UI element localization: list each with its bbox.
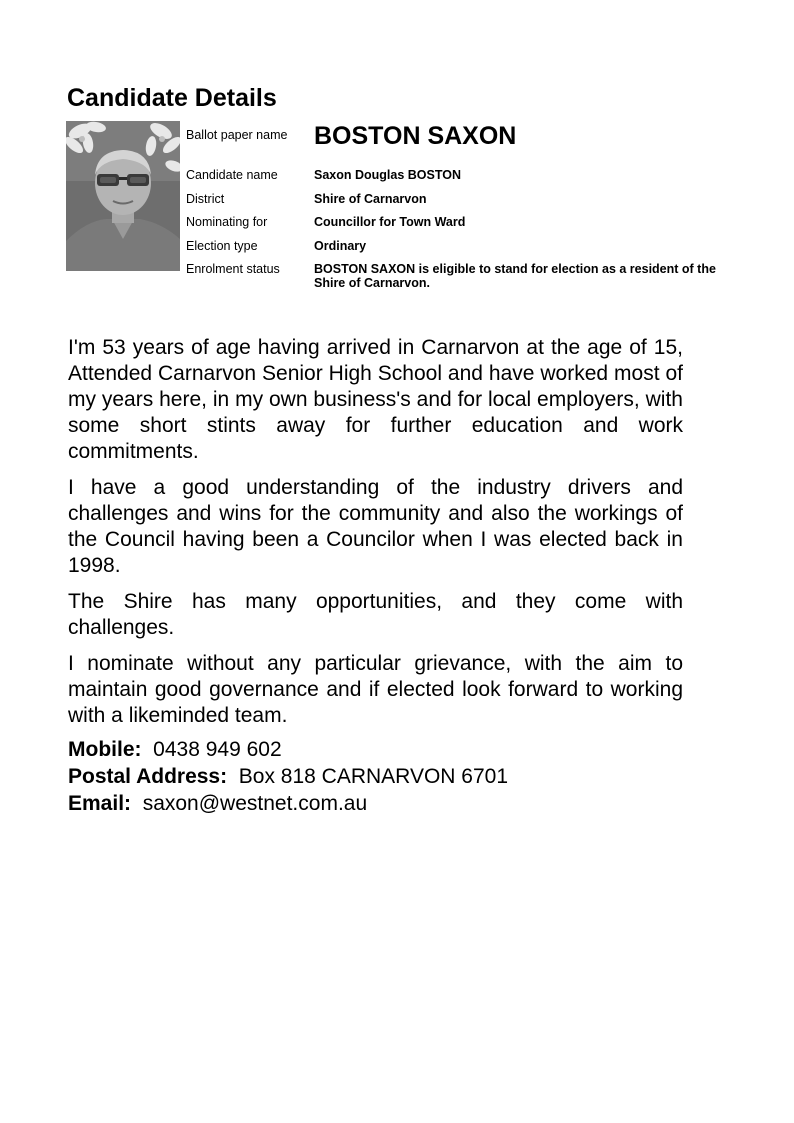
statement-paragraph: I have a good understanding of the industry drivers and challenges and wins for the community and also the workings of the Council having been a Councilor when I was elected back in 1998. — [68, 476, 683, 577]
enrolment-status-value: BOSTON SAXON is eligible to stand for election as a resident of the Shire of Carnarvon. — [314, 262, 716, 290]
mobile-line — [68, 736, 508, 763]
mobile-label: Mobile: — [68, 738, 142, 761]
statement-paragraph: I'm 53 years of age having arrived in Carnarvon at the age of 15, Attended Carnarvon Senior High School and have worked most of my years here, in my own business's and for local employers, with some short stints away for further education and work commitments. — [68, 336, 683, 463]
candidate-statement — [68, 335, 683, 739]
postal-address-label: Postal Address: — [68, 765, 228, 788]
postal-address-value: Box 818 CARNARVON 6701 — [238, 765, 509, 788]
candidate-name-label: Candidate name — [186, 168, 278, 182]
district-value: Shire of Carnarvon — [314, 191, 427, 206]
ballot-paper-name-row — [186, 121, 716, 166]
district-row — [186, 190, 716, 214]
nominating-for-value: Councillor for Town Ward — [314, 215, 466, 229]
election-type-row — [186, 237, 716, 261]
email-line — [68, 790, 508, 817]
election-type-value: Ordinary — [314, 238, 367, 253]
statement-paragraph: The Shire has many opportunities, and they come with challenges. — [68, 590, 683, 639]
candidate-details-table — [186, 121, 716, 290]
enrolment-status-row — [186, 260, 716, 290]
statement-paragraph: I nominate without any particular grievance, with the aim to maintain good governance and if elected look forward to working with a likeminded team. — [68, 652, 683, 727]
email-value: saxon@westnet.com.au — [142, 792, 368, 815]
nominating-for-row — [186, 213, 716, 237]
nominating-for-label: Nominating for — [186, 215, 268, 229]
enrolment-status-label: Enrolment status — [186, 262, 280, 276]
ballot-paper-name-label: Ballot paper name — [186, 128, 288, 142]
candidate-name-value: Saxon Douglas BOSTON — [314, 168, 462, 182]
ballot-paper-name-value: BOSTON SAXON — [314, 122, 517, 150]
mobile-value: 0438 949 602 — [153, 738, 282, 761]
candidate-photo — [66, 121, 180, 271]
contact-details — [68, 736, 508, 817]
election-type-label: Election type — [186, 238, 258, 253]
postal-address-line — [68, 763, 508, 790]
page-title: Candidate Details — [67, 84, 277, 112]
email-label: Email: — [68, 792, 132, 815]
candidate-name-row — [186, 166, 716, 190]
district-label: District — [186, 191, 225, 206]
